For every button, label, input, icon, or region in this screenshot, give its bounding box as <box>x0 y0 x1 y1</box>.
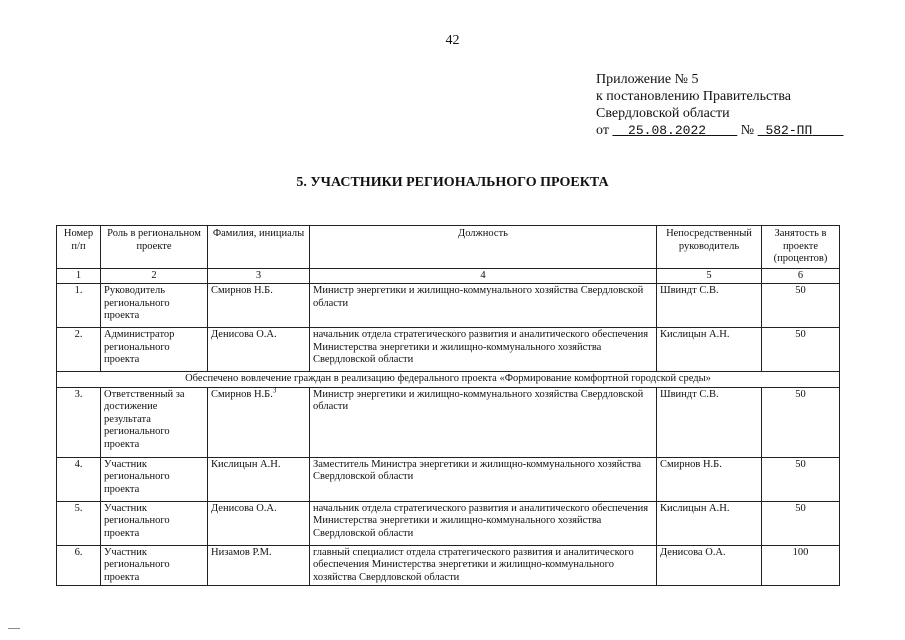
header-row <box>57 226 840 269</box>
row-manager: Швиндт С.В. <box>657 284 762 328</box>
index-cell: 3 <box>208 268 310 284</box>
row-role: Участник регионального проекта <box>101 501 208 545</box>
appendix-block <box>596 71 843 139</box>
row-name: Низамов Р.М. <box>208 545 310 586</box>
table-row <box>57 387 840 457</box>
row-manager: Денисова О.А. <box>657 545 762 586</box>
row-position: начальник отдела стратегического развития и аналитического обеспечения Министерства энергетики и жилищно-коммунального хозяйства Свердловской области <box>310 501 657 545</box>
table-row <box>57 457 840 501</box>
scan-mark <box>8 628 20 629</box>
row-position: Заместитель Министра энергетики и жилищно-коммунального хозяйства Свердловской области <box>310 457 657 501</box>
row-position: начальник отдела стратегического развития и аналитического обеспечения Министерства энергетики и жилищно-коммунального хозяйства Свердловской области <box>310 328 657 372</box>
row-position: главный специалист отдела стратегического развития и аналитического обеспечения Министерства энергетики и жилищно-коммунального хозяйства Свердловской области <box>310 545 657 586</box>
index-cell: 6 <box>762 268 840 284</box>
row-manager: Кислицын А.Н. <box>657 328 762 372</box>
row-role: Администратор регионального проекта <box>101 328 208 372</box>
row-name: Денисова О.А. <box>208 501 310 545</box>
header-number: Номер п/п <box>57 226 101 269</box>
index-cell: 2 <box>101 268 208 284</box>
row-role: Участник регионального проекта <box>101 457 208 501</box>
row-name: Денисова О.А. <box>208 328 310 372</box>
section-row <box>57 372 840 388</box>
number-prefix: № <box>740 123 755 138</box>
index-cell: 4 <box>310 268 657 284</box>
resolution-number: 582-ПП <box>765 123 813 138</box>
page-number: 42 <box>445 33 460 48</box>
row-role: Участник регионального проекта <box>101 545 208 586</box>
table-row <box>57 328 840 372</box>
row-name: Смирнов Н.Б. <box>208 284 310 328</box>
index-cell: 5 <box>657 268 762 284</box>
participants-table <box>56 225 840 586</box>
appendix-line-3: Свердловской области <box>596 106 730 121</box>
row-number: 1. <box>57 284 101 328</box>
appendix-date-line <box>596 122 843 139</box>
header-role: Роль в региональном проекте <box>101 226 208 269</box>
row-number: 5. <box>57 501 101 545</box>
table-row <box>57 501 840 545</box>
row-role: Ответственный за достижение результата регионального проекта <box>101 387 208 457</box>
header-position: Должность <box>310 226 657 269</box>
date-prefix: от <box>596 123 609 138</box>
index-cell: 1 <box>57 268 101 284</box>
row-number: 6. <box>57 545 101 586</box>
row-position: Министр энергетики и жилищно-коммунального хозяйства Свердловской области <box>310 284 657 328</box>
index-row <box>57 268 840 284</box>
row-load: 50 <box>762 284 840 328</box>
row-load: 50 <box>762 387 840 457</box>
row-name: Смирнов Н.Б.$^3$ <box>208 387 310 457</box>
row-role: Руководитель регионального проекта <box>101 284 208 328</box>
document-title: 5. УЧАСТНИКИ РЕГИОНАЛЬНОГО ПРОЕКТА <box>296 175 609 190</box>
section-label: Обеспечено вовлечение граждан в реализацию федерального проекта «Формирование комфортной городской среды» <box>57 372 840 388</box>
row-position: Министр энергетики и жилищно-коммунального хозяйства Свердловской области <box>310 387 657 457</box>
row-manager: Кислицын А.Н. <box>657 501 762 545</box>
header-load: Занятость в проекте (процентов) <box>762 226 840 269</box>
appendix-line-2: к постановлению Правительства <box>596 89 792 104</box>
resolution-date: 25.08.2022 <box>628 123 707 138</box>
table-row <box>57 545 840 586</box>
row-manager: Швиндт С.В. <box>657 387 762 457</box>
row-load: 50 <box>762 457 840 501</box>
appendix-line-1: Приложение № 5 <box>596 72 699 87</box>
row-manager: Смирнов Н.Б. <box>657 457 762 501</box>
footnote-mark: 3 <box>272 386 277 394</box>
row-load: 50 <box>762 501 840 545</box>
row-number: 4. <box>57 457 101 501</box>
row-load: 50 <box>762 328 840 372</box>
row-number: 3. <box>57 387 101 457</box>
header-manager: Непосредственный руководитель <box>657 226 762 269</box>
row-load: 100 <box>762 545 840 586</box>
header-name: Фамилия, инициалы <box>208 226 310 269</box>
table-row <box>57 284 840 328</box>
row-number: 2. <box>57 328 101 372</box>
row-name: Кислицын А.Н. <box>208 457 310 501</box>
